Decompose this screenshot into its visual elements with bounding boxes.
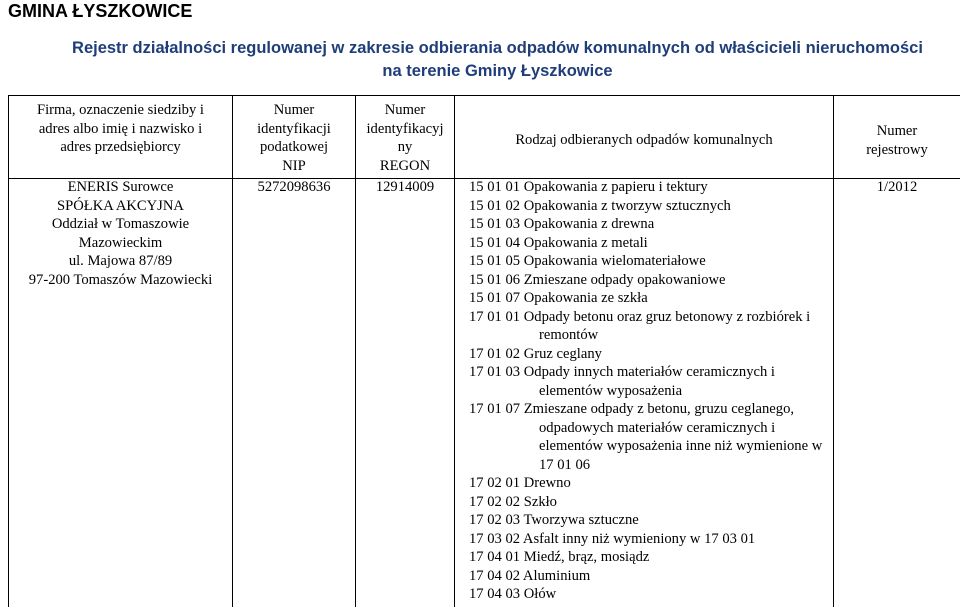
- waste-line: 17 02 03 Tworzywa sztuczne: [469, 512, 639, 528]
- waste-line: 15 01 07 Opakowania ze szkła: [469, 290, 648, 306]
- waste-line: 17 03 02 Asfalt inny niż wymieniony w 17 03 01: [469, 530, 756, 547]
- nip-value: 5272098636: [257, 179, 331, 195]
- waste-line: 17 01 01 Odpady betonu oraz gruz betonowy z rozbiórek i: [469, 308, 811, 325]
- header-company: Firma, oznaczenie siedziby i adres albo imię i nazwisko i adres przedsiębiorcy: [37, 102, 204, 155]
- waste-line-continuation: odpadowych materiałów ceramicznych i: [539, 419, 776, 436]
- waste-line: 17 01 03 Odpady innych materiałów ceramicznych i: [469, 364, 775, 380]
- waste-line: 17 01 02 Gruz ceglany: [469, 345, 602, 362]
- header-regon: Numer identyfikacyj ny REGON: [366, 102, 444, 174]
- waste-line: 17 01 07 Zmieszane odpady z betonu, gruzu ceglanego,: [469, 401, 795, 417]
- waste-line: 17 04 02 Aluminium: [469, 567, 591, 584]
- waste-line: 15 01 06 Zmieszane odpady opakowaniowe: [469, 271, 726, 288]
- page-title-line-1: Rejestr działalności regulowanej w zakresie odbierania odpadów komunalnych od właścicieli nieruchomości: [72, 39, 923, 57]
- org-name: GMINA ŁYSZKOWICE: [8, 1, 193, 21]
- waste-line: 15 01 05 Opakowania wielomateriałowe: [469, 253, 706, 269]
- company-address: ENERIS Surowce SPÓŁKA AKCYJNA Oddział w Tomaszowie Mazowieckim ul. Majowa 87/89 97-200 Tomaszów Mazowiecki: [28, 179, 213, 288]
- waste-line: 15 01 04 Opakowania z metali: [469, 234, 648, 251]
- waste-line: 15 01 03 Opakowania z drewna: [469, 216, 655, 232]
- waste-line-continuation: elementów wyposażenia: [539, 382, 683, 399]
- waste-line: 15 01 01 Opakowania z papieru i tektury: [469, 179, 708, 195]
- register-number-value: 1/2012: [876, 179, 918, 195]
- waste-line: 17 02 01 Drewno: [469, 475, 571, 491]
- waste-line: 17 04 03 Ołów: [469, 586, 557, 602]
- page-title-line-2: na terenie Gminy Łyszkowice: [382, 62, 613, 80]
- waste-line: 15 01 02 Opakowania z tworzyw sztucznych: [469, 197, 731, 214]
- header-waste-types: Rodzaj odbieranych odpadów komunalnych: [515, 132, 773, 148]
- waste-line-continuation: remontów: [539, 327, 599, 343]
- header-nip: Numer identyfikacji podatkowej NIP: [257, 102, 331, 174]
- waste-codes-list: [469, 178, 831, 604]
- waste-line: 17 02 02 Szkło: [469, 493, 557, 510]
- waste-line-continuation: 17 01 06: [539, 456, 591, 473]
- regon-value: 12914009: [375, 179, 435, 195]
- header-register-number: Numer rejestrowy: [866, 123, 928, 158]
- waste-line: 17 04 01 Miedź, brąz, mosiądz: [469, 549, 650, 565]
- waste-line-continuation: elementów wyposażenia inne niż wymienione w: [539, 438, 823, 454]
